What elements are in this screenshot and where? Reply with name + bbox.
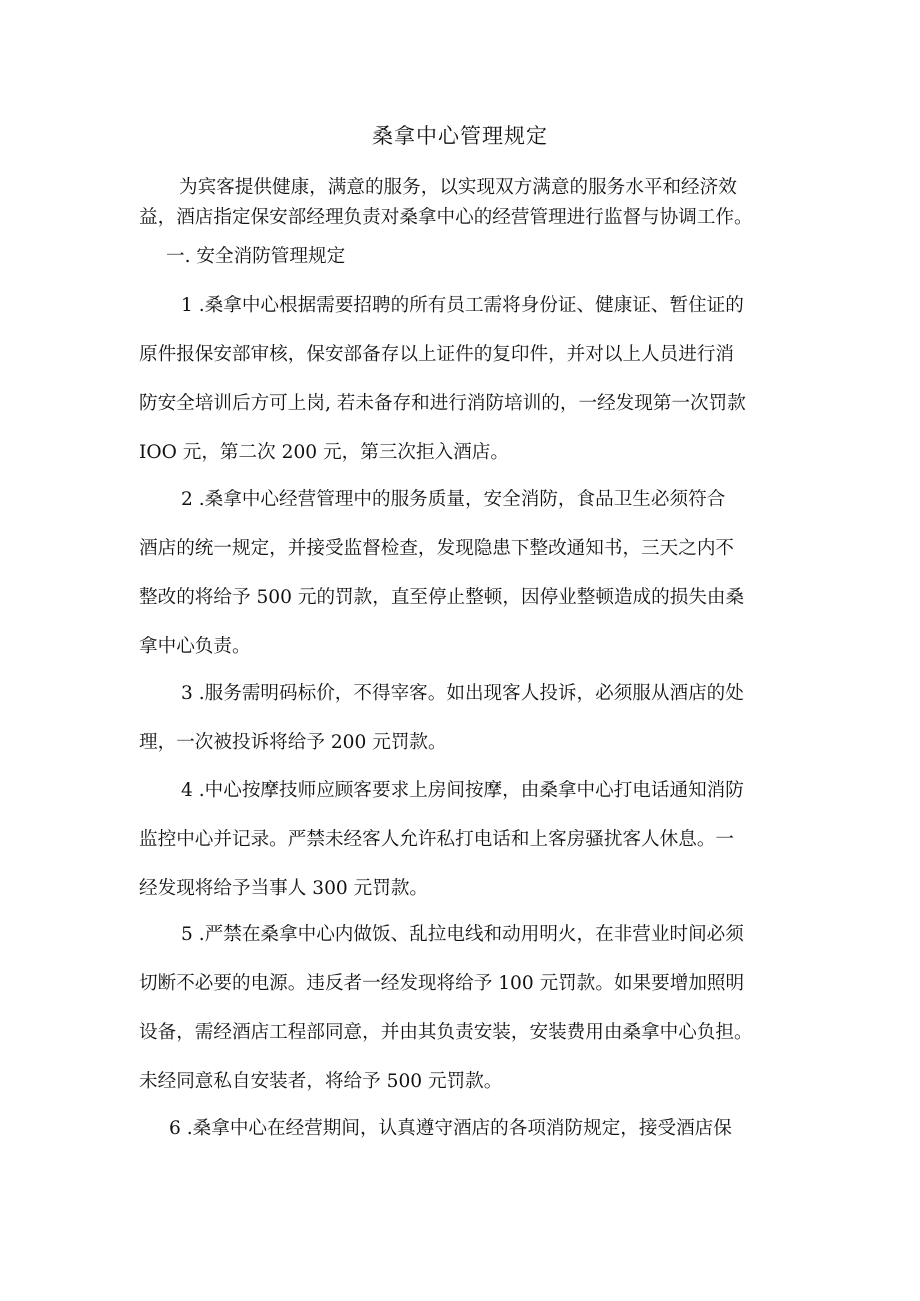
rule-line: 整改的将给予 500 元的罚款，直至停止整顿，因停业整顿造成的损失由桑 <box>139 587 745 608</box>
intro-line: 为宾客提供健康，满意的服务，以实现双方满意的服务水平和经济效 <box>179 177 737 198</box>
rule-line: 4 .中心按摩技师应顾客要求上房间按摩，由桑拿中心打电话通知消防 <box>181 780 744 801</box>
rule-line: 切断不必要的电源。违反者一经发现将给予 100 元罚款。如果要增加照明 <box>139 973 745 994</box>
rule-line: 原件报保安部审核，保安部备存以上证件的复印件，并对以上人员进行消 <box>139 344 735 365</box>
rule-item-5 <box>139 910 797 1106</box>
rule-line: 防安全培训后方可上岗, 若未备存和进行消防培训的，一经发现第一次罚款 <box>139 393 746 414</box>
section-heading: 一. 安全消防管理规定 <box>166 246 346 267</box>
rule-line: 酒店的统一规定，并接受监督检查，发现隐患下整改通知书，三天之内不 <box>139 538 735 559</box>
rule-line: 理，一次被投诉将给予 200 元罚款。 <box>139 732 447 753</box>
rule-line: IOO 元，第二次 200 元，第三次拒入酒店。 <box>139 442 509 463</box>
rule-line: 5 .严禁在桑拿中心内做饭、乱拉电线和动用明火，在非营业时间必须 <box>181 924 744 945</box>
intro-line: 益，酒店指定保安部经理负责对桑拿中心的经营管理进行监督与协调工作。 <box>139 207 753 228</box>
rule-item-3 <box>139 669 797 767</box>
document-title: 桑拿中心管理规定 <box>372 124 548 148</box>
rule-item-4 <box>139 766 797 913</box>
rule-line: 监控中心并记录。严禁未经客人允许私打电话和上客房骚扰客人休息。一 <box>139 829 735 850</box>
rule-line: 2 .桑拿中心经营管理中的服务质量，安全消防，食品卫生必须符合 <box>181 489 726 510</box>
intro-paragraph <box>139 173 799 233</box>
rule-line: 设备，需经酒店工程部同意，并由其负责安装，安装费用由桑拿中心负担。 <box>139 1022 753 1043</box>
rule-line: 1 .桑拿中心根据需要招聘的所有员工需将身份证、健康证、暂住证的 <box>181 295 744 316</box>
rule-line: 拿中心负责。 <box>139 636 251 657</box>
rule-item-1 <box>139 281 797 477</box>
rule-line: 6 .桑拿中心在经营期间，认真遵守酒店的各项消防规定，接受酒店保 <box>169 1118 732 1139</box>
rule-item-6 <box>139 1104 797 1153</box>
rule-line: 未经同意私自安装者，将给予 500 元罚款。 <box>139 1071 503 1092</box>
rule-line: 3 .服务需明码标价，不得宰客。如出现客人投诉，必须服从酒店的处 <box>181 683 744 704</box>
rule-line: 经发现将给予当事人 300 元罚款。 <box>139 878 429 899</box>
rule-item-2 <box>139 475 797 671</box>
